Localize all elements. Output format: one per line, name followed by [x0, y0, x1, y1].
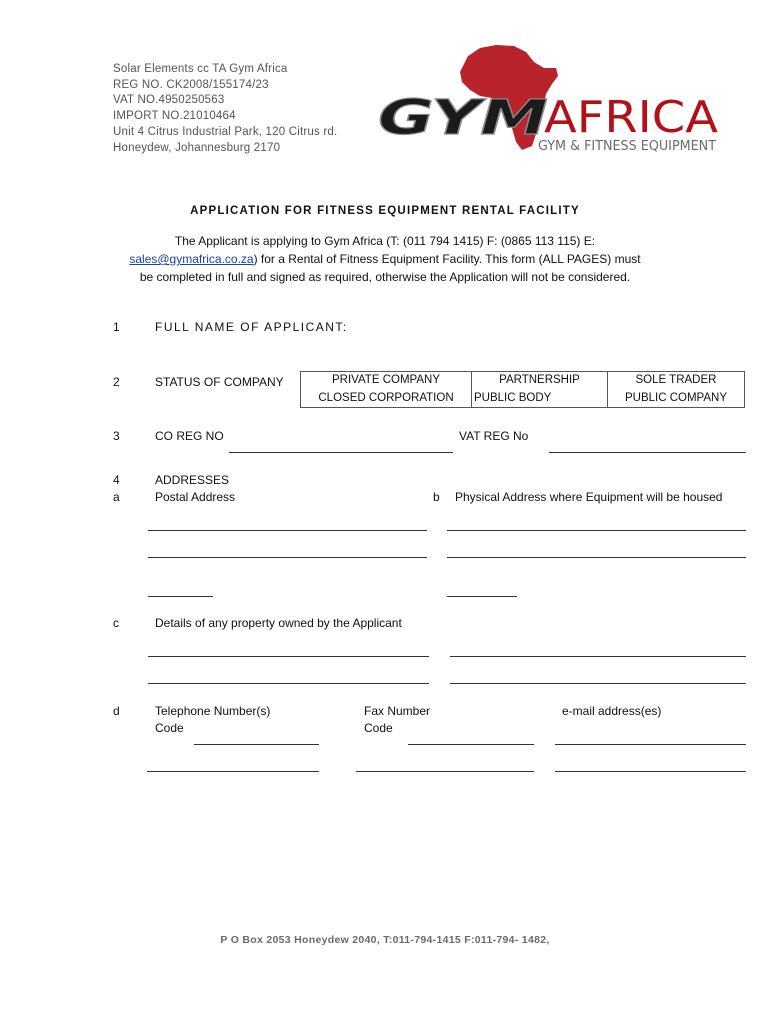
section-2-number: 2	[113, 375, 120, 389]
company-street-address: Unit 4 Citrus Industrial Park, 120 Citrus rd.	[113, 125, 338, 138]
addresses-heading: ADDRESSES	[155, 473, 230, 487]
full-name-label: FULL NAME OF APPLICANT:	[155, 320, 348, 334]
property-line-2-left[interactable]	[148, 683, 429, 684]
sales-email-link[interactable]: sales@gymafrica.co.za	[129, 252, 254, 266]
fax-code-label: Code	[364, 721, 393, 735]
intro-line-2-rest: ) for a Rental of Fitness Equipment Facility. This form (ALL PAGES) must	[253, 252, 641, 266]
section-1-number: 1	[113, 320, 120, 334]
physical-address-line-2[interactable]	[447, 557, 746, 558]
fax-label: Fax Number	[364, 704, 431, 718]
logo-brand-suffix: AFRICA	[544, 92, 718, 143]
company-info	[113, 62, 337, 156]
status-sole-trader[interactable]: SOLE TRADER	[635, 374, 717, 386]
status-closed-corporation[interactable]: CLOSED CORPORATION	[318, 391, 454, 404]
postal-address-line-1[interactable]	[148, 530, 427, 531]
status-partnership[interactable]: PARTNERSHIP	[499, 374, 580, 386]
telephone-number-field[interactable]	[147, 771, 319, 772]
logo-tagline: GYM & FITNESS EQUIPMENT	[538, 139, 717, 154]
postal-address-line-2[interactable]	[148, 557, 427, 558]
section-4d-letter: d	[113, 704, 120, 718]
telephone-label: Telephone Number(s)	[155, 704, 271, 718]
co-reg-no-label: CO REG NO	[155, 429, 224, 443]
company-reg-no: REG NO. CK2008/155174/23	[113, 78, 269, 91]
telephone-code-field[interactable]	[194, 744, 319, 745]
status-public-company[interactable]: PUBLIC COMPANY	[624, 391, 728, 404]
company-status-table	[300, 371, 745, 408]
email-label: e-mail address(es)	[562, 704, 662, 718]
status-option-col-1[interactable]	[301, 372, 472, 408]
status-private-company[interactable]: PRIVATE COMPANY	[332, 374, 440, 386]
physical-address-line-1[interactable]	[447, 530, 746, 531]
property-line-1-left[interactable]	[148, 656, 429, 657]
postal-address-label: Postal Address	[155, 490, 236, 504]
status-option-col-3[interactable]	[608, 372, 745, 408]
section-4c-letter: c	[113, 616, 119, 630]
section-4b-letter: b	[433, 490, 440, 504]
fax-number-field[interactable]	[356, 771, 534, 772]
co-reg-no-field[interactable]	[229, 452, 453, 453]
email-field-2[interactable]	[555, 771, 746, 772]
gym-africa-logo	[376, 42, 721, 160]
telephone-code-label: Code	[155, 721, 184, 735]
intro-line-3: be completed in full and signed as required, otherwise the Application will not be considered.	[139, 270, 631, 284]
company-city-address: Honeydew, Johannesburg 2170	[113, 141, 281, 154]
status-of-company-label: STATUS OF COMPANY	[155, 375, 284, 389]
physical-address-label: Physical Address where Equipment will be housed	[455, 490, 723, 504]
physical-code-field[interactable]	[447, 596, 517, 597]
vat-reg-no-label: VAT REG No	[459, 429, 529, 443]
property-line-2-right[interactable]	[450, 683, 746, 684]
property-details-label: Details of any property owned by the Applicant	[155, 616, 402, 630]
form-title: APPLICATION FOR FITNESS EQUIPMENT RENTAL FACILITY	[190, 205, 580, 217]
status-public-body[interactable]: PUBLIC BODY	[474, 391, 552, 404]
company-vat-no: VAT NO.4950250563	[113, 94, 225, 107]
property-line-1-right[interactable]	[450, 656, 746, 657]
section-4-number: 4	[113, 473, 120, 487]
postal-code-field[interactable]	[148, 596, 213, 597]
email-field-1[interactable]	[555, 744, 746, 745]
section-4a-letter: a	[113, 490, 120, 504]
section-3-number: 3	[113, 429, 120, 443]
company-import-no: IMPORT NO.21010464	[113, 110, 236, 123]
vat-reg-no-field[interactable]	[549, 452, 746, 453]
footer-contact: P O Box 2053 Honeydew 2040, T:011-794-1415 F:011-794- 1482,	[220, 934, 550, 946]
intro-line-2	[110, 250, 660, 268]
logo-brand: GYM	[378, 90, 548, 146]
fax-code-field[interactable]	[408, 744, 534, 745]
intro-line-1: The Applicant is applying to Gym Africa (T: (011 794 1415) F: (0865 113 115) E:	[174, 234, 596, 248]
form-intro	[110, 232, 660, 286]
status-option-col-2[interactable]	[472, 372, 608, 408]
company-name: Solar Elements cc TA Gym Africa	[113, 63, 288, 75]
